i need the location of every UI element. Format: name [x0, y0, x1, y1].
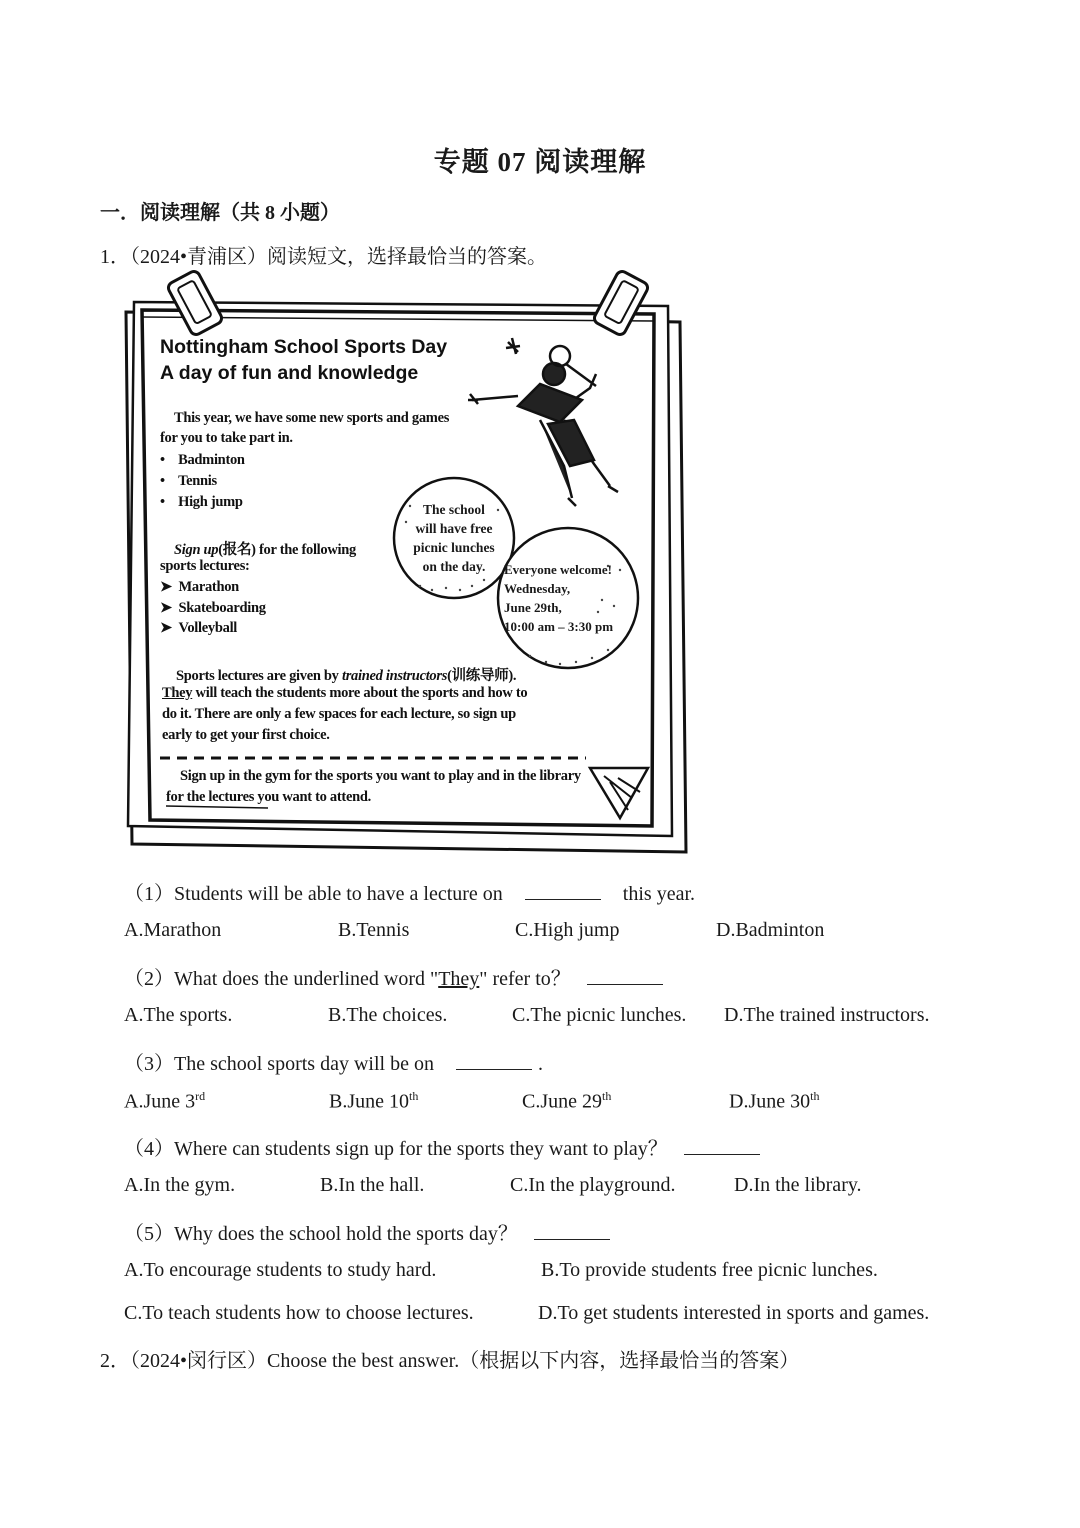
poster-para-4: early to get your first choice.	[162, 727, 330, 743]
option-d: D.To get students interested in sports and games.	[538, 1302, 930, 1324]
poster-footer-1: Sign up in the gym for the sports you want to play and in the library	[180, 768, 581, 784]
sport-item: • Badminton	[160, 452, 245, 468]
subquestion-4: （4）Where can students sign up for the sports they want to play？	[124, 1132, 760, 1161]
option-c: C.High jump	[515, 919, 620, 941]
option-b: B.Tennis	[338, 919, 410, 941]
sport-item: • High jump	[160, 494, 243, 510]
poster-intro-1: This year, we have some new sports and games	[174, 410, 450, 426]
bullet-icon: •	[160, 473, 165, 489]
option-d: D.June 30th	[729, 1089, 820, 1113]
option-b: B.To provide students free picnic lunches.	[541, 1259, 878, 1281]
poster-intro-2: for you to take part in.	[160, 430, 293, 446]
option-a: A.June 3rd	[124, 1089, 206, 1113]
poster-para-2: They will teach the students more about the sports and how to	[162, 685, 528, 701]
lecture-item: ➤ Volleyball	[160, 620, 238, 636]
option-b: B.June 10th	[329, 1089, 419, 1113]
option-c: C.June 29th	[522, 1089, 612, 1113]
sport-item: • Tennis	[160, 473, 217, 489]
option-d: D.Badminton	[716, 919, 825, 941]
arrow-bullet-icon: ➤	[160, 600, 172, 616]
option-b: B.In the hall.	[320, 1174, 425, 1196]
arrow-bullet-icon: ➤	[160, 579, 172, 595]
option-a: A.To encourage students to study hard.	[124, 1259, 437, 1281]
welcome-circle-text: Everyone welcome! Wednesday, June 29th, 10:00 am – 3:30 pm	[504, 562, 614, 634]
page-title: 专题 07 阅读理解	[433, 147, 647, 177]
option-c: C.In the playground.	[510, 1174, 676, 1196]
poster-heading-2: A day of fun and knowledge	[160, 362, 419, 384]
arrow-bullet-icon: ➤	[160, 620, 172, 636]
option-d: D.The trained instructors.	[724, 1004, 930, 1026]
option-a: A.The sports.	[124, 1004, 233, 1026]
option-c: C.The picnic lunches.	[512, 1004, 687, 1026]
bullet-icon: •	[160, 452, 165, 468]
question-2-stem: 2．（2024•闵行区）Choose the best answer.（根据以下内容，选择最恰当的答案）	[100, 1350, 800, 1372]
poster-para-3: do it. There are only a few spaces for each lecture, so sign up	[162, 706, 516, 722]
section-heading: 一．阅读理解（共 8 小题）	[100, 202, 340, 224]
lecture-item: ➤ Marathon	[160, 579, 239, 595]
subquestion-1: （1）Students will be able to have a lecture on this year.	[124, 877, 695, 906]
answer-blank	[534, 1219, 610, 1240]
subquestion-5: （5）Why does the school hold the sports day？	[124, 1217, 610, 1246]
option-a: A.In the gym.	[124, 1174, 236, 1196]
picnic-circle-text: The school will have free picnic lunches on the day.	[413, 502, 495, 574]
answer-blank	[684, 1134, 760, 1155]
answer-blank	[525, 879, 601, 900]
answer-blank	[456, 1049, 532, 1070]
option-d: D.In the library.	[734, 1174, 862, 1196]
bullet-icon: •	[160, 494, 165, 510]
subquestion-3: （3）The school sports day will be on .	[124, 1047, 543, 1076]
option-c: C.To teach students how to choose lectures.	[124, 1302, 474, 1324]
option-b: B.The choices.	[328, 1004, 448, 1026]
subquestion-2: （2）What does the underlined word "They" refer to？	[124, 962, 663, 991]
poster-heading-1: Nottingham School Sports Day	[160, 336, 448, 358]
poster-signup-line: Sign up(报名) for the following	[174, 542, 356, 558]
answer-blank	[587, 964, 663, 985]
poster-signup-line-2: sports lectures:	[160, 558, 250, 574]
lecture-item: ➤ Skateboarding	[160, 600, 266, 616]
sports-day-poster	[120, 270, 690, 865]
question-1-stem: 1．（2024•青浦区）阅读短文，选择最恰当的答案。	[100, 246, 548, 268]
poster-para-1: Sports lectures are given by trained instructors(训练导师).	[176, 668, 517, 684]
poster-footer-2: for the lectures you want to attend.	[166, 789, 371, 805]
option-a: A.Marathon	[124, 919, 222, 941]
